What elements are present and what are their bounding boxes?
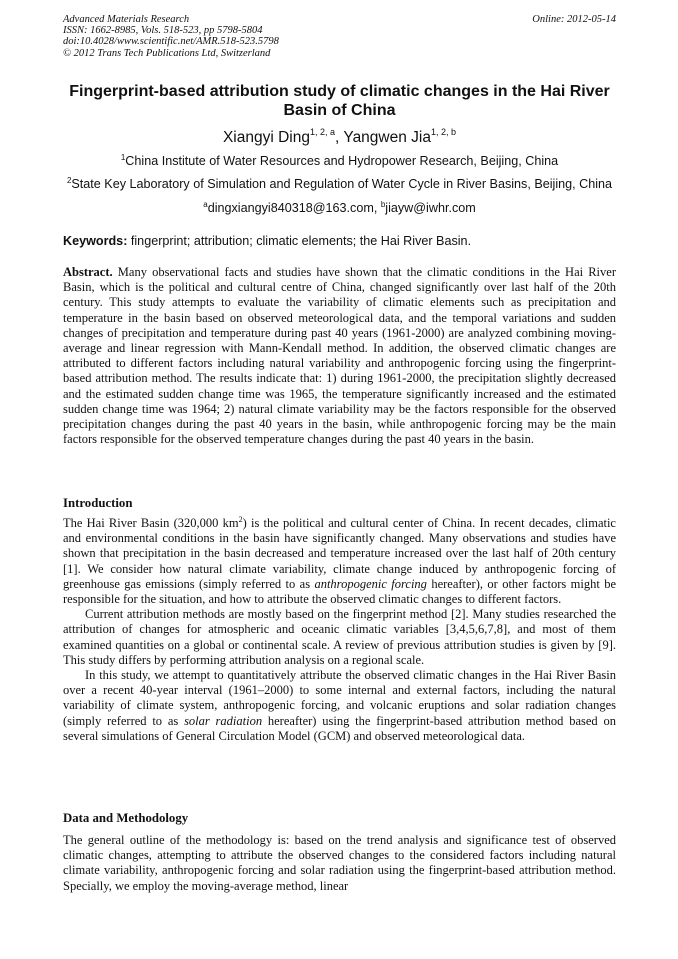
email-marker: a — [203, 200, 208, 209]
paragraph-text: hereafter) using the fingerprint-based attribution method based on several simulations of General Circulation Model (GCM) and observed meteorological data. — [63, 713, 616, 743]
journal-name: Advanced Materials Research — [63, 14, 190, 25]
author-name: Xiangyi Ding — [222, 129, 310, 146]
emphasis: anthropogenic forcing — [314, 576, 427, 591]
keywords-text: fingerprint; attribution; climatic elements; the Hai River Basin. — [127, 234, 472, 248]
paper-title: Fingerprint-based attribution study of climatic changes in the Hai River Basin of China — [69, 83, 610, 119]
paragraph: Current attribution methods are mostly based on the fingerprint method [2]. Many studies researched the attribution of changes for atmospheric and oceanic climatic variables [3,4,5,6,7,8], and most of them examined quantities on a global or continental scale. A review of previous attribution studies is given by [9]. This study differs by performing attribution analysis on a regional scale. — [63, 607, 616, 667]
section-heading-introduction: Introduction — [63, 496, 133, 510]
affiliation-2 — [63, 177, 616, 192]
keywords-label: Keywords: — [63, 234, 128, 248]
affiliation-marker: 2 — [66, 176, 72, 185]
email-address: dingxiangyi840318@163.com, — [207, 201, 381, 215]
author-affiliation-marker: 1, 2, b — [430, 127, 457, 137]
paragraph-text: ) is the political and cultural center of China. In recent decades, climatic and environmental conditions in the basin have significantly changed. Many observations and studies have shown that precipitation in the basin decreased and temperature increased over the last half of 20th century [1]. We consider how natural climate variability, climate change induced by anthropogenic forcing of greenhouse gas emissions (simply referred to as — [63, 516, 616, 591]
affiliation-marker: 1 — [120, 153, 126, 162]
email-address: jiayw@iwhr.com — [385, 201, 476, 215]
section-heading-data-methodology: Data and Methodology — [63, 811, 189, 825]
paragraph — [63, 516, 616, 607]
superscript: 2 — [238, 515, 243, 524]
abstract-text: Many observational facts and studies have shown that the climatic conditions in the Hai River Basin, which is the political and cultural centre of China, changed significantly over last half of the 20th century. This study attempts to evaluate the variability of climatic elements such as precipitation and temperature in the basin based on observed meteorological data, and the temporal variations and sudden changes of precipitation and temperature during past 40 years (1961-2000) are analyzed combining moving-average and linear regression with Mann-Kendall method. In addition, the observed climatic changes are attributed to different factors including natural variability and anthropogenic forcing using the fingerprint-based attribution method. The results indicate that: 1) during 1961-2000, the precipitation slightly decreased and the estimated sudden change time was 1965, the temperature significantly increased and the estimated sudden change time was 1964; 2) natural climate variability may be the factors responsible for the observed precipitation changes during the past 40 years in the basin, while anthropogenic forcing may be the main factors responsible for the observed temperature changes during the past 40 years in the basin. — [63, 265, 616, 447]
paragraph-text: The Hai River Basin (320,000 km — [63, 516, 239, 530]
paragraph-text: In this study, we attempt to quantitatively attribute the observed climatic changes in the Hai River Basin over a recent 40-year interval (1961–2000) to some internal and external factors, including the natural variability of climate system, anthropogenic forcing, and volcanic eruptions and solar radiation changes (simply referred to as — [63, 668, 616, 728]
author-name: Yangwen Jia — [343, 129, 431, 146]
doi-line: doi:10.4028/www.scientific.net/AMR.518-523.5798 — [63, 36, 279, 48]
emphasis: solar radiation — [184, 713, 263, 728]
abstract-label: Abstract. — [63, 265, 113, 279]
affiliation-1 — [63, 154, 616, 169]
introduction-body — [63, 516, 616, 744]
keywords — [63, 234, 616, 249]
email-marker: b — [380, 200, 386, 209]
paragraph: The general outline of the methodology is: based on the trend analysis and significance test of observed climatic changes, attempting to attribute the observed changes to the considered factors including natural climate variability, anthropogenic forcing and solar radiation using the fingerprint-based attribution method. Specially, we employ the moving-average method, linear — [63, 833, 616, 893]
paragraph — [63, 668, 616, 744]
author-separator: , — [335, 129, 344, 146]
online-date: Online: 2012-05-14 — [532, 14, 616, 25]
paragraph-text: hereafter), or other factors might be responsible for the situation, and how to attribute the observed climatic changes to different factors. — [63, 576, 616, 607]
affiliation-text: State Key Laboratory of Simulation and Regulation of Water Cycle in River Basins, Beijing, China — [71, 177, 613, 191]
author-affiliation-marker: 1, 2, a — [310, 127, 336, 137]
copyright-line: © 2012 Trans Tech Publications Ltd, Switzerland — [63, 47, 271, 59]
abstract — [63, 265, 616, 447]
author-list — [63, 129, 616, 147]
affiliation-text: China Institute of Water Resources and Hydropower Research, Beijing, China — [125, 154, 559, 168]
issn-line: ISSN: 1662-8985, Vols. 518-523, pp 5798-5804 — [63, 25, 263, 37]
author-emails — [63, 201, 616, 216]
journal-header — [63, 14, 616, 59]
